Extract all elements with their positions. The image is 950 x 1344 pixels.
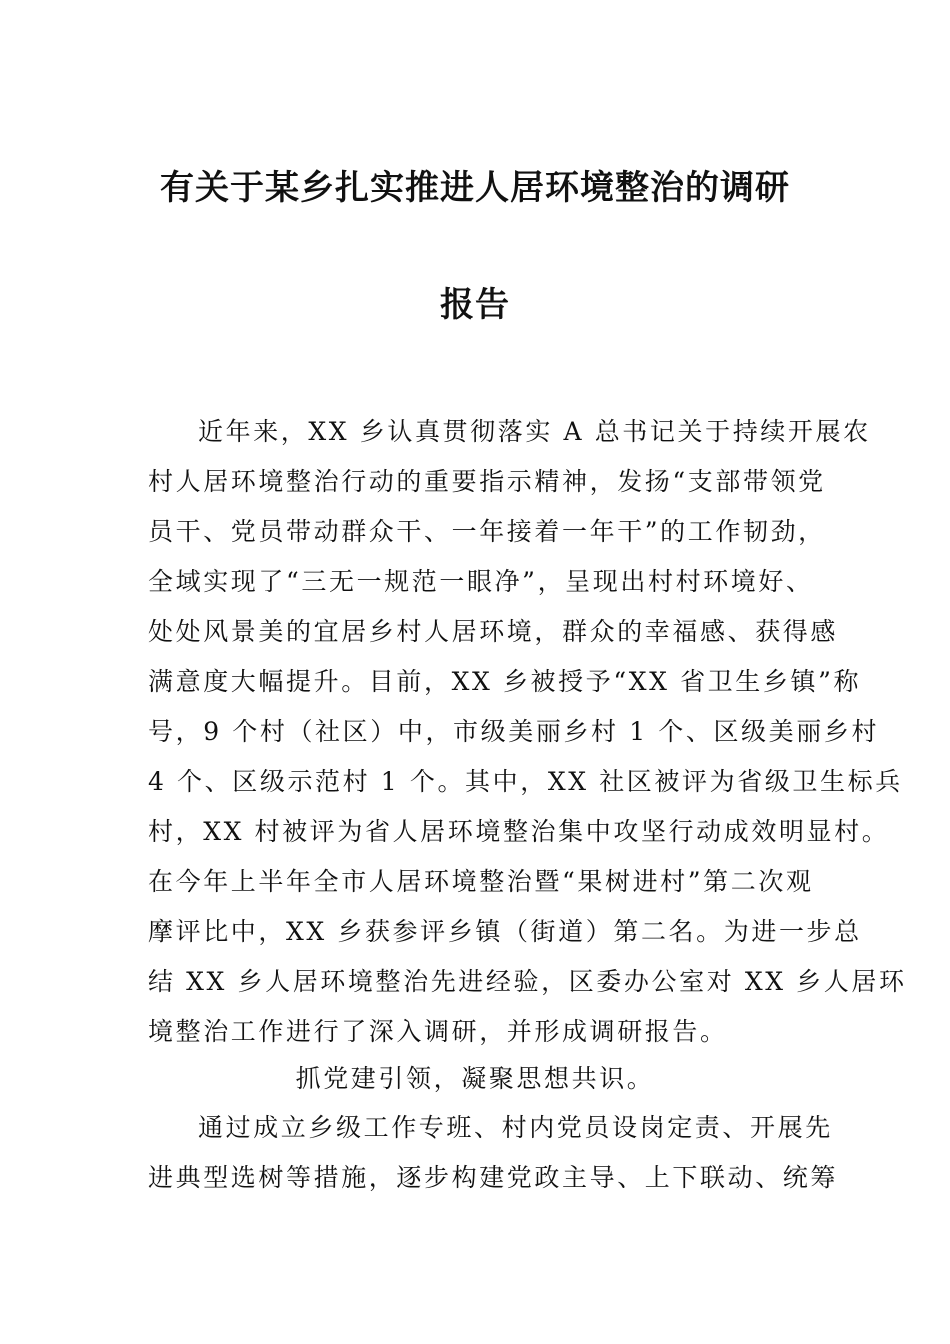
document-title-line-1: 有关于某乡扎实推进人居环境整治的调研 — [160, 168, 790, 208]
paragraph-line: 满意度大幅提升。目前，XX 乡被授予“XX 省卫生乡镇”称 — [148, 667, 862, 696]
paragraph-line: 村，XX 村被评为省人居环境整治集中攻坚行动成效明显村。 — [148, 817, 890, 846]
paragraph-line: 进典型选树等措施，逐步构建党政主导、上下联动、统筹 — [148, 1163, 839, 1192]
paragraph-line: 结 XX 乡人居环境整治先进经验，区委办公室对 XX 乡人居环 — [148, 967, 907, 996]
paragraph-line: 境整治工作进行了深入调研，并形成调研报告。 — [148, 1017, 728, 1046]
paragraph-line: 在今年上半年全市人居环境整治暨“果树进村”第二次观 — [148, 867, 814, 896]
paragraph-line: 近年来，XX 乡认真贯彻落实 A 总书记关于持续开展农 — [198, 417, 871, 446]
paragraph-line: 全域实现了“三无一规范一眼净”，呈现出村村环境好、 — [148, 567, 814, 596]
paragraph-line: 员干、党员带动群众干、一年接着一年干”的工作韧劲， — [148, 517, 826, 546]
paragraph-line: 通过成立乡级工作专班、村内党员设岗定责、开展先 — [198, 1113, 833, 1142]
paragraph-line: 村人居环境整治行动的重要指示精神，发扬“支部带领党 — [148, 467, 826, 496]
paragraph-line: 处处风景美的宜居乡村人居环境，群众的幸福感、获得感 — [148, 617, 839, 646]
document-title-line-2: 报告 — [440, 285, 510, 325]
paragraph-line: 4 个、区级示范村 1 个。其中，XX 社区被评为省级卫生标兵 — [148, 767, 903, 796]
paragraph-line: 号，9 个村（社区）中，市级美丽乡村 1 个、区级美丽乡村 — [148, 717, 880, 746]
section-heading: 抓党建引领，凝聚思想共识。 — [295, 1064, 655, 1093]
paragraph-line: 摩评比中，XX 乡获参评乡镇（街道）第二名。为进一步总 — [148, 917, 862, 946]
